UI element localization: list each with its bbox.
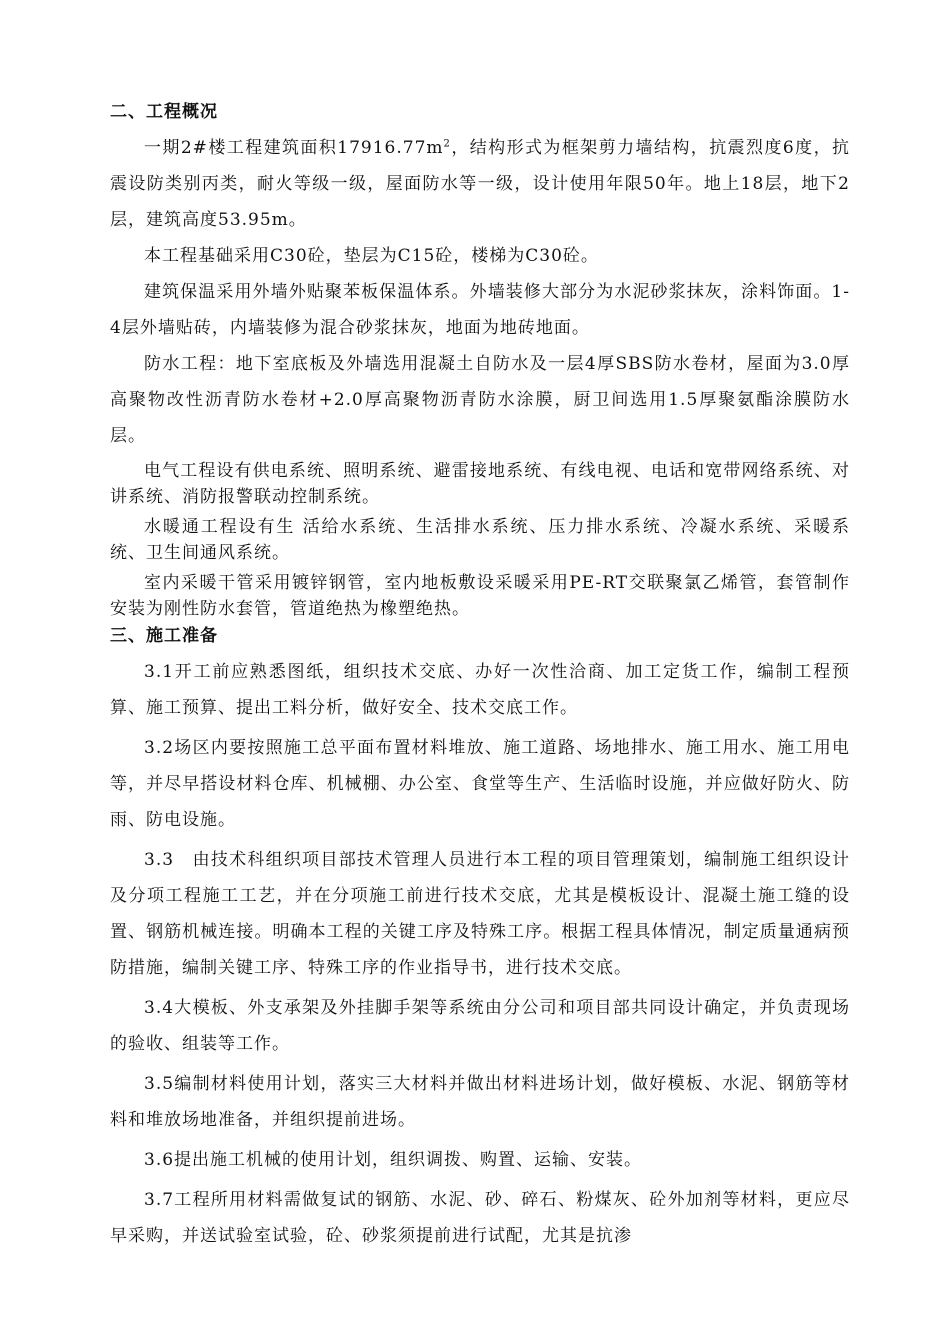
paragraph-waterproofing: 防水工程：地下室底板及外墙选用混凝土自防水及一层4厚SBS防水卷材，屋面为3.0厚高聚物改性沥青防水卷材+2.0厚高聚物沥青防水涂膜，厨卫间选用1.5厚聚氨酯涂膜防水层。 (110, 354, 850, 446)
paragraph-insulation: 建筑保温采用外墙外贴聚苯板保温体系。外墙装修大部分为水泥砂浆抹灰，涂料饰面。1-4层外墙贴砖，内墙装修为混合砂浆抹灰，地面为地砖地面。 (110, 282, 850, 338)
paragraph-building-info-text-a: 一期2#楼工程建筑面积17916.77m (144, 138, 444, 158)
paragraph-concrete: 本工程基础采用C30砼，垫层为C15砼，楼梯为C30砼。 (144, 246, 599, 266)
paragraph-3-3: 3.3 由技术科组织项目部技术管理人员进行本工程的项目管理策划，编制施工组织设计及分项工程施工工艺，并在分项施工前进行技术交底，尤其是模板设计、混凝土施工缝的设置、钢筋机械连接。明确本工程的关键工序及特殊工序。根据工程具体情况，制定质量通病预防措施，编制关键工序、特殊工序的作业指导书，进行技术交底。 (110, 850, 850, 978)
section-heading-overview: 二、工程概况 (110, 102, 218, 122)
paragraph-hvac: 水暖通工程设有生 活给水系统、生活排水系统、压力排水系统、冷凝水系统、采暖系统、卫生间通风系统。 (110, 517, 850, 563)
paragraph-3-5: 3.5编制材料使用计划，落实三大材料并做出材料进场计划，做好模板、水泥、钢筋等材料和堆放场地准备，并组织提前进场。 (110, 1074, 850, 1130)
paragraph-building-info (110, 130, 850, 238)
paragraph-3-7: 3.7工程所用材料需做复试的钢筋、水泥、砂、碎石、粉煤灰、砼外加剂等材料，更应尽早采购，并送试验室试验，砼、砂浆须提前进行试配，尤其是抗渗 (110, 1190, 850, 1246)
paragraph-3-6: 3.6提出施工机械的使用计划，组织调拨、购置、运输、安装。 (144, 1150, 643, 1170)
section-heading-preparation: 三、施工准备 (110, 626, 218, 646)
paragraph-electrical: 电气工程设有供电系统、照明系统、避雷接地系统、有线电视、电话和宽带网络系统、对讲系统、消防报警联动控制系统。 (110, 461, 850, 507)
paragraph-3-4: 3.4大模板、外支承架及外挂脚手架等系统由分公司和项目部共同设计确定，并负责现场的验收、组装等工作。 (110, 998, 850, 1054)
area-unit-superscript: 2 (443, 138, 451, 150)
paragraph-3-1: 3.1开工前应熟悉图纸，组织技术交底、办好一次性洽商、加工定货工作，编制工程预算、施工预算、提出工料分析，做好安全、技术交底工作。 (110, 662, 850, 718)
paragraph-building-info-text-b: ，结构形式为框架剪力墙结构，抗震烈度6度，抗震设防类别丙类，耐火等级一级，屋面防水等一级，设计使用年限50年。地上18层，地下2层，建筑高度53.95m。 (110, 138, 850, 230)
paragraph-heating-pipes: 室内采暖干管采用镀锌钢管，室内地板敷设采暖采用PE-RT交联聚氯乙烯管，套管制作安装为刚性防水套管，管道绝热为橡塑绝热。 (110, 573, 850, 619)
paragraph-3-2: 3.2场区内要按照施工总平面布置材料堆放、施工道路、场地排水、施工用水、施工用电等，并尽早搭设材料仓库、机械棚、办公室、食堂等生产、生活临时设施，并应做好防火、防雨、防电设施。 (110, 738, 850, 830)
